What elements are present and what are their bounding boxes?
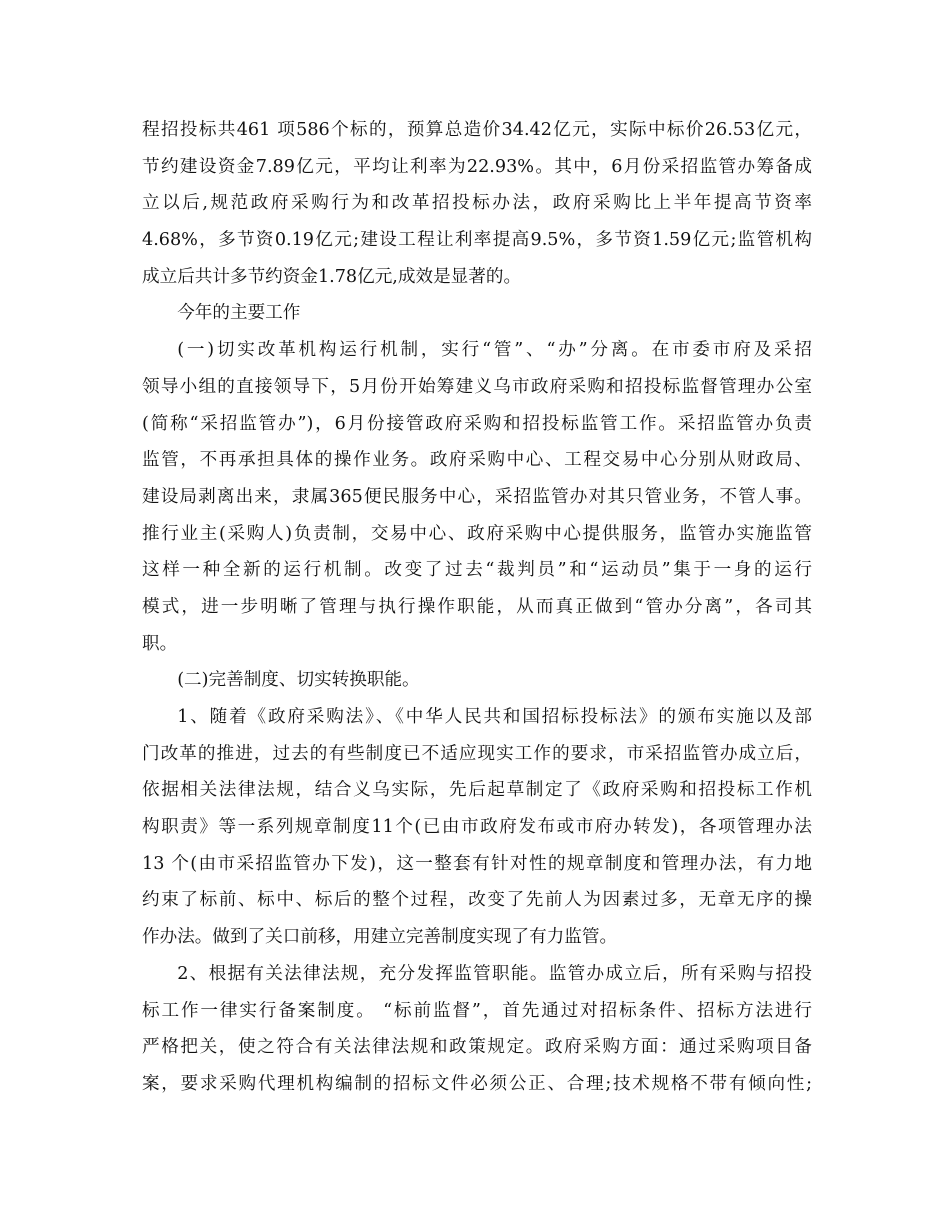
text-line: 程招投标共461 项586个标的，预算总造价34.42亿元，实际中标价26.53亿元， [142, 120, 812, 140]
text-line: (二)完善制度、切实转换职能。 [177, 670, 420, 691]
text-line: 节约建设资金7.89亿元，平均让利率为22.93%。其中，6月份采招监管办筹备成 [142, 156, 812, 177]
text-line: 案，要求采购代理机构编制的招标文件必须公正、合理;技术规格不带有倾向性; [142, 1073, 812, 1094]
text-line: 标工作一律实行备案制度。 “标前监督”，首先通过对招标条件、招标方法进行 [142, 1000, 812, 1021]
text-line: 监管，不再承担具体的操作业务。政府采购中心、工程交易中心分别从财政局、 [142, 450, 812, 471]
document-body [142, 112, 812, 1103]
text-line: 领导小组的直接领导下，5月份开始筹建义乌市政府采购和招投标监督管理办公室 [142, 376, 812, 397]
text-line: 建设局剥离出来，隶属365便民服务中心，采招监管办对其只管业务，不管人事。 [142, 486, 812, 507]
text-line: 成立后共计多节约资金1.78亿元,成效是显著的。 [142, 266, 522, 287]
text-line: 模式，进一步明晰了管理与执行操作职能，从而真正做到“管办分离”，各司其 [142, 596, 812, 617]
text-line: 门改革的推进，过去的有些制度已不适应现实工作的要求，市采招监管办成立后， [142, 743, 812, 764]
text-line: 依据相关法律法规，结合义乌实际，先后起草制定了《政府采购和招投标工作机 [142, 780, 812, 801]
text-line: 4.68%，多节资0.19亿元;建设工程让利率提高9.5%，多节资1.59亿元;监管机构 [142, 230, 812, 251]
text-line: 约束了标前、标中、标后的整个过程，改变了先前人为因素过多，无章无序的操 [142, 890, 812, 911]
text-line: (简称“采招监管办”)，6月份接管政府采购和招投标监管工作。采招监管办负责 [142, 413, 812, 434]
text-line: 1、随着《政府采购法》、《中华人民共和国招标投标法》的颁布实施以及部 [177, 707, 812, 727]
text-line: 这样一种全新的运行机制。改变了过去“裁判员”和“运动员”集于一身的运行 [142, 560, 812, 581]
text-line: (一)切实改革机构运行机制，实行“管”、“办”分离。在市委市府及采招 [177, 340, 812, 361]
text-line: 推行业主(采购人)负责制，交易中心、政府采购中心提供服务，监管办实施监管 [142, 523, 812, 544]
text-line: 构职责》等一系列规章制度11个(已由市政府发布或市府办转发)，各项管理办法 [142, 817, 812, 838]
text-line: 作办法。做到了关口前移，用建立完善制度实现了有力监管。 [142, 927, 618, 948]
text-line: 今年的主要工作 [177, 303, 301, 324]
text-line: 职。 [142, 633, 178, 654]
text-line: 13 个(由市采招监管办下发)，这一整套有针对性的规章制度和管理办法，有力地 [142, 853, 812, 874]
text-line: 2、根据有关法律法规，充分发挥监管职能。监管办成立后，所有采购与招投 [177, 963, 812, 984]
text-line: 立以后,规范政府采购行为和改革招投标办法，政府采购比上半年提高节资率 [142, 193, 812, 214]
text-line: 严格把关，使之符合有关法律法规和政策规定。政府采购方面：通过采购项目备 [142, 1037, 812, 1058]
